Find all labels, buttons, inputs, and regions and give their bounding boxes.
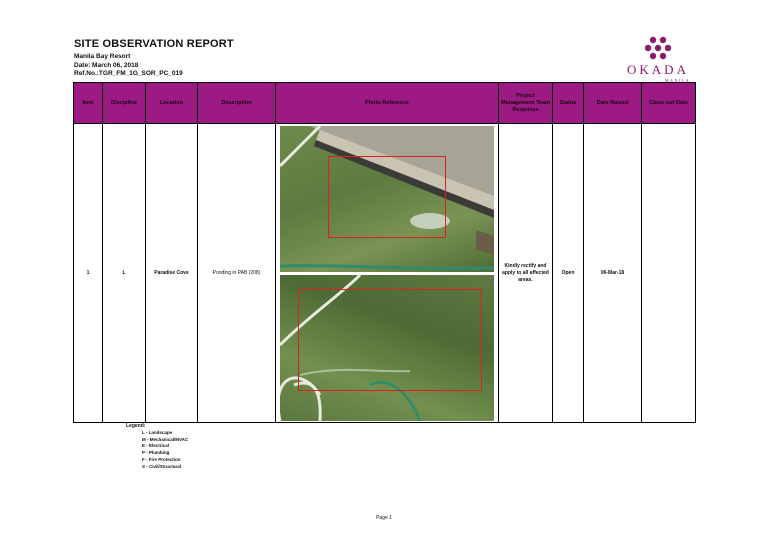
cell-photo-reference (276, 124, 499, 423)
legend-item: E - Electrical (142, 443, 170, 449)
flower-logo-icon (643, 36, 673, 60)
legend (126, 423, 188, 471)
logo-subtext: MANILA (665, 78, 690, 83)
logo-wordmark: OKADA (627, 62, 689, 77)
legend-item: S - Civil/Structural (142, 463, 182, 469)
header-date-raised: Date Raised (584, 83, 642, 124)
table-row (74, 124, 696, 423)
header-status: Status (553, 83, 584, 124)
project-name: Manila Bay Resort (74, 53, 131, 60)
legend-item: F - Fire Protection (142, 456, 181, 462)
table-header-row (74, 83, 696, 124)
page-number: Page 1 (376, 515, 392, 521)
header-closeout-date: Close-out Date (642, 83, 696, 124)
cell-item: 1 (74, 124, 103, 423)
site-photo-1 (280, 126, 494, 272)
okada-logo (622, 36, 694, 83)
cell-discipline: L (103, 124, 146, 423)
header-discipline: Discipline (103, 83, 146, 124)
header-item: Item (74, 83, 103, 124)
cell-description: Ponding in PAB (208) (198, 124, 276, 423)
cell-team-response: Kindly rectify and apply to all affected areas. (499, 124, 553, 423)
reference-number: Ref.No.:TGR_FM_1G_SOR_PC_019 (74, 70, 183, 77)
report-date: Date: March 06, 2018 (74, 61, 139, 69)
legend-item: P - Plumbing (142, 450, 170, 456)
report-title: SITE OBSERVATION REPORT (74, 38, 234, 50)
site-photo-2 (280, 275, 494, 421)
header-location: Location (146, 83, 198, 124)
legend-item: M - Mechanical/MVAC (142, 436, 189, 442)
legend-title: Legend: (126, 423, 146, 429)
header-photo-reference: Photo Reference (276, 83, 499, 124)
highlight-box-2 (298, 289, 482, 391)
cell-date-raised: 06-Mar-18 (584, 124, 642, 423)
highlight-box-1 (328, 156, 446, 238)
cell-status: Open (553, 124, 584, 423)
header-team-response: Project Management Team Response (499, 83, 553, 124)
legend-item: L - Landscape (142, 429, 173, 435)
report-header (74, 38, 234, 79)
cell-location: Paradise Cove (146, 124, 198, 423)
header-description: Description (198, 83, 276, 124)
observation-table (73, 82, 696, 423)
cell-closeout-date (642, 124, 696, 423)
